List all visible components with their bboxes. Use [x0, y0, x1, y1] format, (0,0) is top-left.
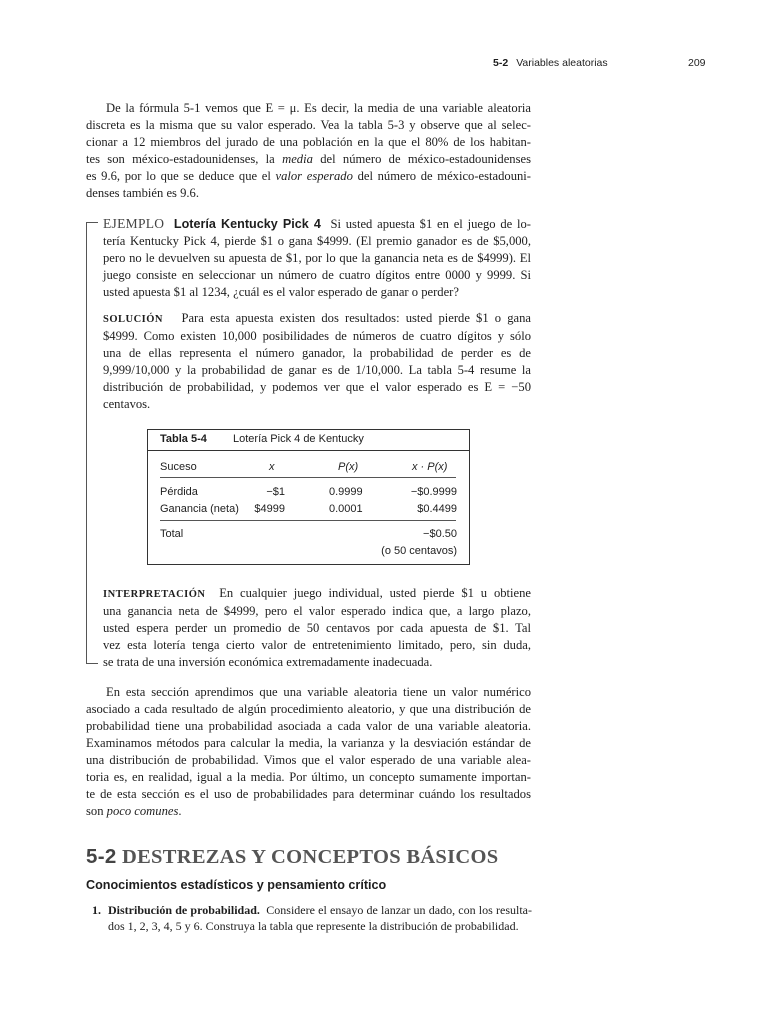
table-label: Tabla 5-4	[160, 433, 207, 445]
summary-paragraph	[86, 684, 531, 820]
table-cell: 0.0001	[329, 503, 363, 515]
text-line: tes son méxico-estadounidenses, la media del número de méxico-estadounidenses	[86, 152, 531, 166]
probability-table	[147, 429, 470, 565]
text-line: dos 1, 2, 3, 4, 5 y 6. Construya la tabla que represente la distribución de probabilidad.	[108, 919, 519, 933]
section-title: DESTREZAS Y CONCEPTOS BÁSICOS	[121, 846, 499, 868]
table-cell: $4999	[254, 503, 285, 515]
text-line: probabilidad tiene una probabilidad asociada a cada valor de una variable aleatoria.	[86, 719, 531, 733]
example-keyword: EJEMPLO	[103, 216, 165, 231]
solution-block	[103, 310, 531, 413]
table-total-value: −$0.50	[423, 528, 457, 540]
example-block	[103, 215, 531, 301]
text-line: Si usted apuesta $1 en el juego de lo-	[330, 217, 531, 231]
text-line: distribución de probabilidad, y podemos ver que el valor esperado es E = −50	[103, 380, 531, 394]
interpretation-first-line	[103, 585, 531, 603]
table-cell: −$0.9999	[410, 486, 457, 498]
exercise-text	[108, 902, 532, 934]
subsection-heading: Conocimientos estadísticos y pensamiento crítico	[86, 878, 387, 892]
text-line: tería Kentucky Pick 4, pierde $1 o gana $4999. (El premio ganador es de $5,000,	[103, 234, 531, 248]
table-cell: Ganancia (neta)	[160, 503, 239, 515]
text-line: pero no le devuelven su apuesta de $1, por lo que la ganancia neta es de $4999). El	[103, 251, 531, 265]
text-line: juego consiste en seleccionar un número de cuatro dígitos entre 0000 y 9999. Si	[103, 268, 531, 282]
text-line: discreta es la misma que su valor esperado. Vea la tabla 5-3 y observe que al selec-	[86, 118, 531, 132]
table-cell: $0.4499	[417, 503, 457, 515]
text-line: Para esta apuesta existen dos resultados: usted pierde $1 o gana	[181, 311, 531, 325]
running-header	[0, 57, 768, 71]
interpretation-block	[103, 585, 531, 671]
table-cell: 0.9999	[329, 486, 363, 498]
text-line: denses también es 9.6.	[86, 186, 199, 200]
text-line: $4999. Como existen 10,000 posibilidades de números de cuatro dígitos y sólo	[103, 329, 531, 343]
solution-first-line	[103, 310, 531, 328]
table-header-rule	[160, 477, 456, 478]
solution-keyword: SOLUCIÓN	[103, 314, 164, 325]
exercise-title: Distribución de probabilidad.	[108, 903, 260, 917]
header-section-title: Variables aleatorias	[516, 57, 608, 69]
table-total-note: (o 50 centavos)	[381, 545, 457, 557]
text-line: una de ellas representa el número ganador, la probabilidad de perder es de	[103, 346, 531, 360]
exercise-first-line	[108, 902, 532, 918]
text-line: En cualquier juego individual, usted pierde $1 u obtiene	[219, 586, 532, 600]
page-number: 209	[688, 57, 706, 69]
text-line: 9,999/10,000 y la probabilidad de ganar es de 1/10,000. La tabla 5-4 resume la	[103, 363, 531, 377]
intro-paragraph	[86, 100, 531, 202]
table-caption	[148, 430, 469, 451]
text-line: es 9.6, por lo que se deduce que el valor esperado del número de méxico-estadouni-	[86, 169, 531, 183]
example-bracket	[86, 222, 97, 664]
text-line: De la fórmula 5-1 vemos que E = μ. Es decir, la media de una variable aleatoria	[106, 101, 531, 115]
example-first-line	[103, 215, 531, 233]
header-section	[493, 57, 608, 69]
text-line: toria es, en realidad, igual a la media. Por último, un concepto sumamente importan-	[86, 770, 531, 784]
text-line: usted espera perder un promedio de 50 centavos por cada apuesta de $1. Tal	[103, 621, 531, 635]
text-line: te de esta sección es el uso de probabilidades para determinar cuándo los resultados	[86, 787, 531, 801]
exercise-number: 1.	[92, 903, 101, 917]
table-header-x: x	[269, 461, 275, 473]
text-line: cionar a 12 miembros del jurado de una población en la que el 80% de los habitan-	[86, 135, 531, 149]
text-line: son poco comunes.	[86, 804, 182, 818]
table-total-label: Total	[160, 528, 184, 540]
table-cell: Pérdida	[160, 486, 198, 498]
header-section-number: 5-2	[493, 57, 509, 69]
text-line: se trata de una inversión económica extremadamente inadecuada.	[103, 655, 433, 669]
table-header-px: P(x)	[338, 461, 359, 473]
table-total-rule	[160, 520, 456, 521]
text-line: una distribución de probabilidad. Vimos que el valor esperado de una variable alea-	[86, 753, 531, 767]
table-title: Lotería Pick 4 de Kentucky	[233, 433, 364, 445]
example-title: Lotería Kentucky Pick 4	[173, 217, 321, 231]
section-heading	[86, 845, 498, 869]
text-line: Considere el ensayo de lanzar un dado, con los resulta-	[266, 903, 532, 917]
text-line: usted apuesta $1 al 1234, ¿cuál es el valor esperado de ganar o perder?	[103, 285, 459, 299]
section-number: 5-2	[86, 845, 117, 868]
text-line: En esta sección aprendimos que una variable aleatoria tiene un valor numérico	[106, 685, 531, 699]
table-cell: −$1	[266, 486, 285, 498]
text-line: vez esta lotería tenga cierto valor de entretenimiento limitado, pero, sin duda,	[103, 638, 531, 652]
interpretation-keyword: INTERPRETACIÓN	[103, 589, 206, 600]
table-header-xpx: x · P(x)	[412, 461, 448, 473]
text-line: Examinamos métodos para calcular la media, la varianza y la desviación estándar de	[86, 736, 531, 750]
text-line: centavos.	[103, 397, 151, 411]
table-header-event: Suceso	[160, 461, 197, 473]
text-line: asociado a cada resultado de algún procedimiento aleatorio, y que una distribución de	[86, 702, 531, 716]
text-line: una ganancia neta de $4999, pero el valor esperado indica que, a largo plazo,	[103, 604, 531, 618]
